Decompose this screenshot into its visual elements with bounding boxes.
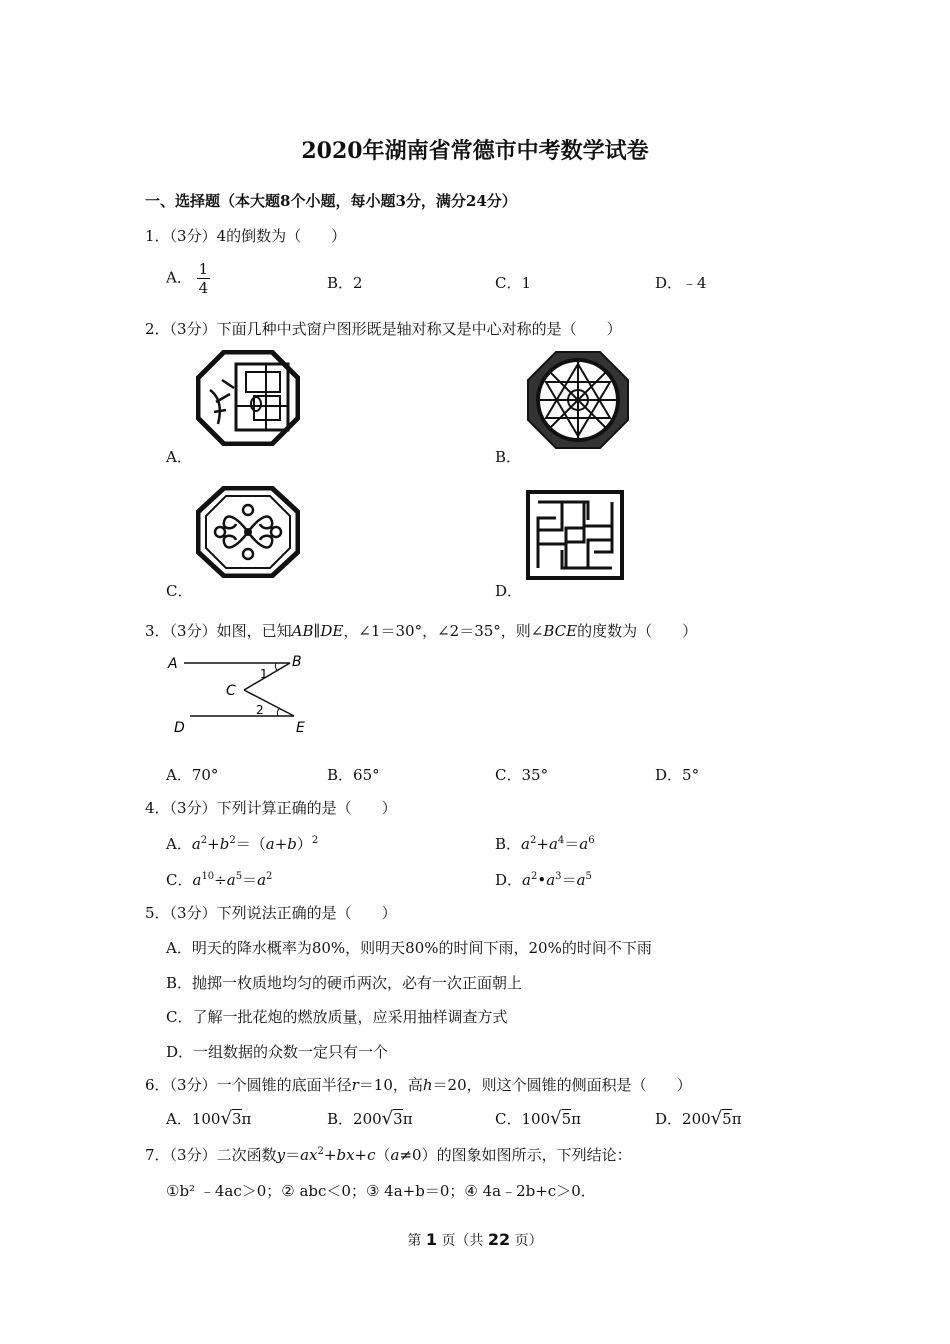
- q6-var-h: h: [422, 1076, 433, 1094]
- point-a-label: A: [168, 656, 178, 672]
- q1-option-b[interactable]: B．2: [327, 274, 363, 292]
- q7-function: $y=ax^2+bx+c(a\ne 0)$: [276, 1146, 437, 1164]
- footer-prefix: 第: [407, 1233, 422, 1249]
- q1-option-c[interactable]: C．1: [495, 274, 532, 292]
- q1-text: 4的倒数为（ ）: [216, 227, 347, 245]
- q4-text: 下列计算正确的是（ ）: [216, 799, 397, 817]
- q2-option-a[interactable]: A．: [166, 448, 192, 466]
- q3-text-3: 的度数为（ ）: [577, 622, 698, 640]
- sqrt-sign: √: [710, 1108, 723, 1129]
- q4-option-a[interactable]: A．$a^2+b^2=(a+b)^2$: [166, 835, 319, 853]
- q4-number: 4．: [145, 799, 170, 817]
- question-4: [145, 797, 397, 818]
- q5-text: 下列说法正确的是（ ）: [216, 904, 397, 922]
- q3-text-1: 如图，已知: [216, 622, 292, 640]
- q5-number: 5．: [145, 904, 170, 922]
- q6-option-a[interactable]: [166, 1108, 251, 1129]
- footer-middle: 页（共: [441, 1233, 484, 1249]
- q6-option-d-label: D．: [655, 1110, 683, 1128]
- q6-option-a-label: A．: [166, 1110, 192, 1128]
- q5-option-d[interactable]: D．一组数据的众数一定只有一个: [166, 1043, 389, 1061]
- q3-geometry-figure: [160, 650, 320, 742]
- fraction-denominator: 4: [198, 279, 209, 297]
- pi-symbol: π: [241, 1110, 252, 1128]
- q6-var-r: r: [351, 1076, 359, 1094]
- q3-text-2: ，∠1＝30°，∠2＝35°，则∠: [343, 622, 544, 640]
- q3-parallel: ∥: [313, 622, 321, 640]
- angle-2-label: 2: [256, 703, 264, 717]
- q6-option-b-label: B．: [327, 1110, 354, 1128]
- angle-1-label: 1: [260, 667, 268, 681]
- q4-option-b[interactable]: B．$a^2+a^4=a^6$: [495, 835, 595, 853]
- q5-option-b[interactable]: B．抛掷一枚质地均匀的硬币两次，必有一次正面朝上: [166, 974, 523, 992]
- window-figure-a: [196, 350, 300, 446]
- sqrt-sign: √: [381, 1108, 394, 1129]
- q3-number: 3．: [145, 622, 170, 640]
- pi-symbol: π: [402, 1110, 413, 1128]
- q6-option-b-coef: 200: [353, 1110, 382, 1128]
- q5-option-c[interactable]: C．了解一批花炮的燃放质量，应采用抽样调查方式: [166, 1008, 508, 1026]
- window-figure-b: [526, 350, 630, 450]
- q6-text-1: 一个圆锥的底面半径: [216, 1076, 352, 1094]
- sqrt-sign: √: [220, 1108, 232, 1129]
- question-1: [145, 225, 346, 246]
- q6-option-a-radicand: 3: [231, 1110, 242, 1128]
- question-5: [145, 902, 397, 923]
- pi-symbol: π: [731, 1110, 742, 1128]
- q6-option-d-radicand: 5: [722, 1110, 732, 1128]
- q3-score: （3分）: [169, 622, 217, 640]
- q6-option-d[interactable]: [655, 1108, 742, 1129]
- q2-option-c[interactable]: C．: [166, 582, 193, 600]
- q3-var-bce: BCE: [543, 622, 578, 640]
- point-c-label: C: [226, 683, 236, 699]
- q3-var-ab: AB: [291, 622, 314, 640]
- q6-option-c[interactable]: [495, 1108, 581, 1129]
- q6-text-3: ＝20，则这个圆锥的侧面积是（ ）: [432, 1076, 692, 1094]
- q4-score: （3分）: [169, 799, 217, 817]
- window-figure-c: [196, 486, 300, 578]
- q1-option-a[interactable]: [166, 260, 210, 297]
- fraction-numerator: 1: [198, 260, 209, 278]
- point-e-label: E: [296, 720, 305, 736]
- q1-option-d[interactable]: D．﹣4: [655, 274, 707, 292]
- question-7: [145, 1144, 632, 1165]
- page-footer: [0, 1230, 950, 1250]
- fraction: [197, 260, 211, 297]
- q2-number: 2．: [145, 320, 170, 338]
- q7-number: 7．: [145, 1146, 170, 1164]
- question-3: [145, 620, 697, 641]
- point-d-label: D: [174, 720, 185, 736]
- pi-symbol: π: [571, 1110, 582, 1128]
- q3-option-d[interactable]: D．5°: [655, 766, 700, 784]
- sqrt-sign: √: [550, 1108, 562, 1129]
- q3-option-c[interactable]: C．35°: [495, 766, 549, 784]
- q6-score: （3分）: [169, 1076, 217, 1094]
- q2-score: （3分）: [169, 320, 217, 338]
- question-2: [145, 318, 622, 339]
- point-b-label: B: [292, 654, 302, 670]
- q2-option-d[interactable]: D．: [495, 582, 523, 600]
- q6-option-c-label: C．: [495, 1110, 522, 1128]
- q3-option-a[interactable]: A．70°: [166, 766, 219, 784]
- q1-number: 1．: [145, 227, 170, 245]
- q5-score: （3分）: [169, 904, 217, 922]
- page-title: 2020年湖南省常德市中考数学试卷: [301, 138, 649, 164]
- q6-option-b-radicand: 3: [393, 1110, 403, 1128]
- footer-page-number: 1: [425, 1230, 437, 1249]
- q6-option-d-coef: 200: [682, 1110, 711, 1128]
- q6-number: 6．: [145, 1076, 170, 1094]
- q4-option-d[interactable]: D．$a^2•a^3=a^5$: [495, 871, 592, 889]
- q1-score: （3分）: [169, 227, 217, 245]
- window-figure-d: [526, 490, 626, 580]
- q7-score: （3分）: [169, 1146, 217, 1164]
- q2-option-b[interactable]: B．: [495, 448, 522, 466]
- q5-option-a[interactable]: A．明天的降水概率为80%，则明天80%的时间下雨，20%的时间不下雨: [166, 939, 652, 957]
- q6-text-2: ＝10，高: [358, 1076, 423, 1094]
- q7-conditions: ①b² ﹣4ac＞0；② abc＜0；③ 4a+b＝0；④ 4a﹣2b+c＞0．: [166, 1182, 596, 1200]
- section-heading: 一、选择题（本大题8个小题，每小题3分，满分24分）: [145, 192, 517, 210]
- q6-option-c-coef: 100: [521, 1110, 551, 1128]
- q6-option-c-radicand: 5: [561, 1110, 572, 1128]
- q3-var-de: DE: [320, 622, 344, 640]
- question-6: [145, 1074, 692, 1095]
- q4-option-c[interactable]: C．$a^{10}\div a^5=a^2$: [166, 871, 273, 889]
- footer-suffix: 页）: [514, 1233, 543, 1249]
- q7-text-1: 二次函数: [216, 1146, 277, 1164]
- footer-total-pages: 22: [487, 1230, 511, 1249]
- q2-text: 下面几种中式窗户图形既是轴对称又是中心对称的是（ ）: [216, 320, 622, 338]
- q3-option-b[interactable]: B．65°: [327, 766, 380, 784]
- q7-text-2: 的图象如图所示，下列结论：: [436, 1146, 632, 1164]
- q1-option-a-label: A．: [166, 268, 192, 287]
- q6-option-a-coef: 100: [191, 1110, 221, 1128]
- q6-option-b[interactable]: [327, 1108, 413, 1129]
